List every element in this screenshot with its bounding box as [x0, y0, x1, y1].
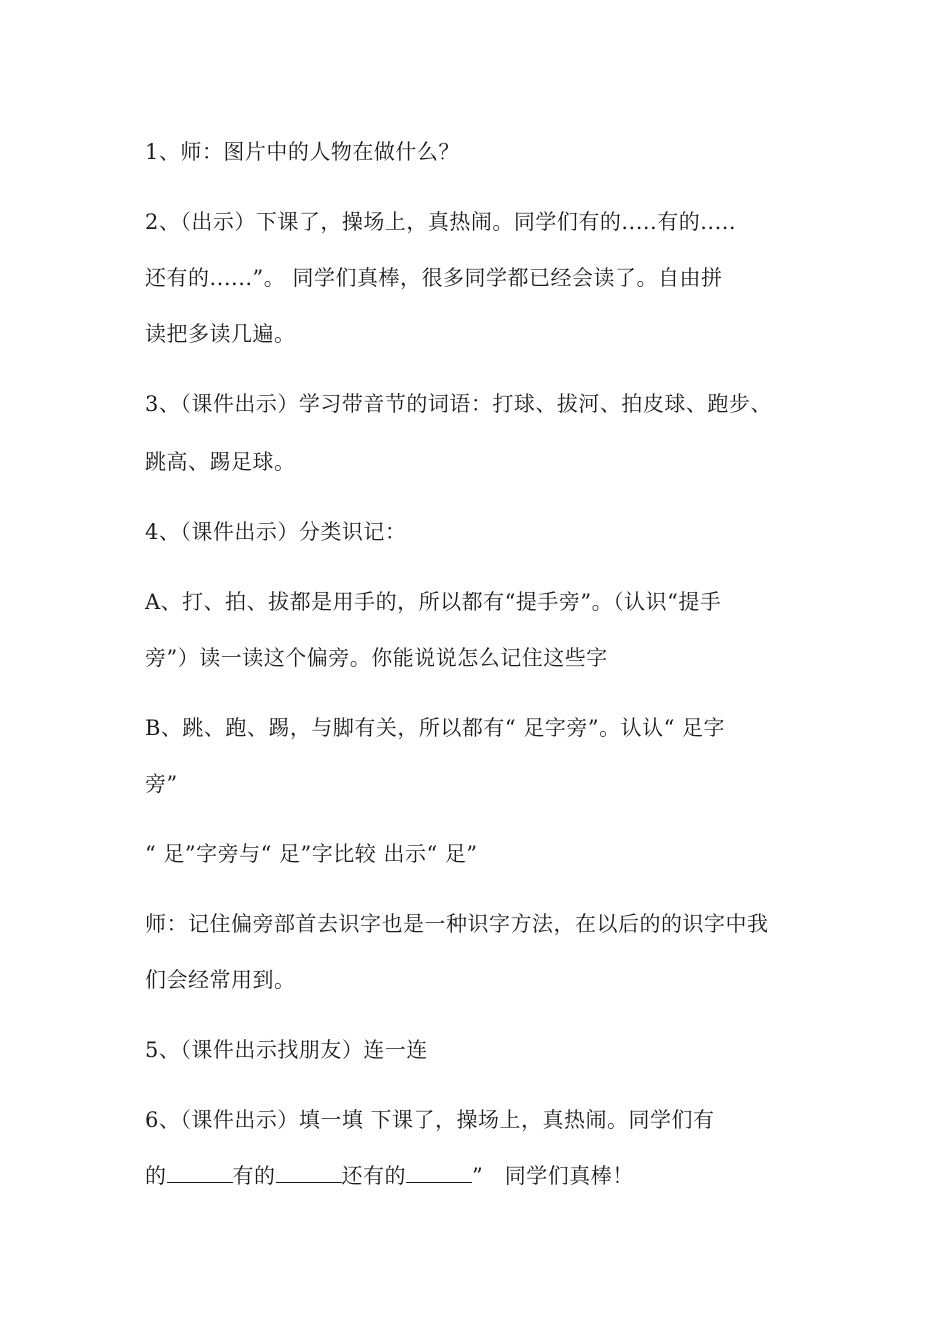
paragraph-line-1: 1、师：图片中的人物在做什么？: [145, 140, 460, 164]
paragraph-line-8: A、打、拍、拔都是用手的，所以都有“提手旁”。（认识“提手: [145, 590, 722, 614]
paragraph-line-13: 师：记住偏旁部首去识字也是一种识字方法，在以后的的识字中我: [145, 912, 769, 936]
paragraph-line-7: 4、（课件出示）分类识记：: [145, 520, 407, 544]
paragraph-line-6: 跳高、踢足球。: [145, 450, 296, 474]
fill-text-2: 有的: [232, 1164, 276, 1188]
paragraph-line-5: 3、（课件出示）学习带音节的词语：打球、拔河、拍皮球、跑步、: [145, 392, 772, 416]
paragraph-line-14: 们会经常用到。: [145, 968, 296, 992]
fill-text-3: 还有的: [341, 1164, 406, 1188]
fill-blank-2: [276, 1162, 342, 1183]
fill-blank-3: [406, 1162, 472, 1183]
paragraph-line-3: 还有的......”。 同学们真棒，很多同学都已经会读了。自由拼: [145, 266, 723, 290]
fill-text-1: 的: [145, 1164, 167, 1188]
paragraph-line-11: 旁”: [145, 772, 178, 796]
paragraph-line-12: “ 足”字旁与“ 足”字比较 出示“ 足”: [145, 842, 478, 866]
paragraph-line-15: 5、（课件出示找朋友）连一连: [145, 1038, 428, 1062]
paragraph-line-10: B、跳、跑、踢，与脚有关，所以都有“ 足字旁”。认认“ 足字: [145, 716, 725, 740]
paragraph-line-4: 读把多读几遍。: [145, 322, 296, 346]
paragraph-line-16: 6、（课件出示）填一填 下课了，操场上，真热闹。同学们有: [145, 1108, 715, 1132]
paragraph-line-2: 2、（出示）下课了，操场上，真热闹。同学们有的.....有的.....: [145, 210, 737, 234]
paragraph-line-9: 旁”）读一读这个偏旁。你能说说怎么记住这些字: [145, 646, 608, 670]
fill-text-4: ” 同学们真棒！: [472, 1164, 634, 1188]
fill-blank-1: [167, 1162, 233, 1183]
paragraph-line-17-fill: [145, 1162, 815, 1190]
